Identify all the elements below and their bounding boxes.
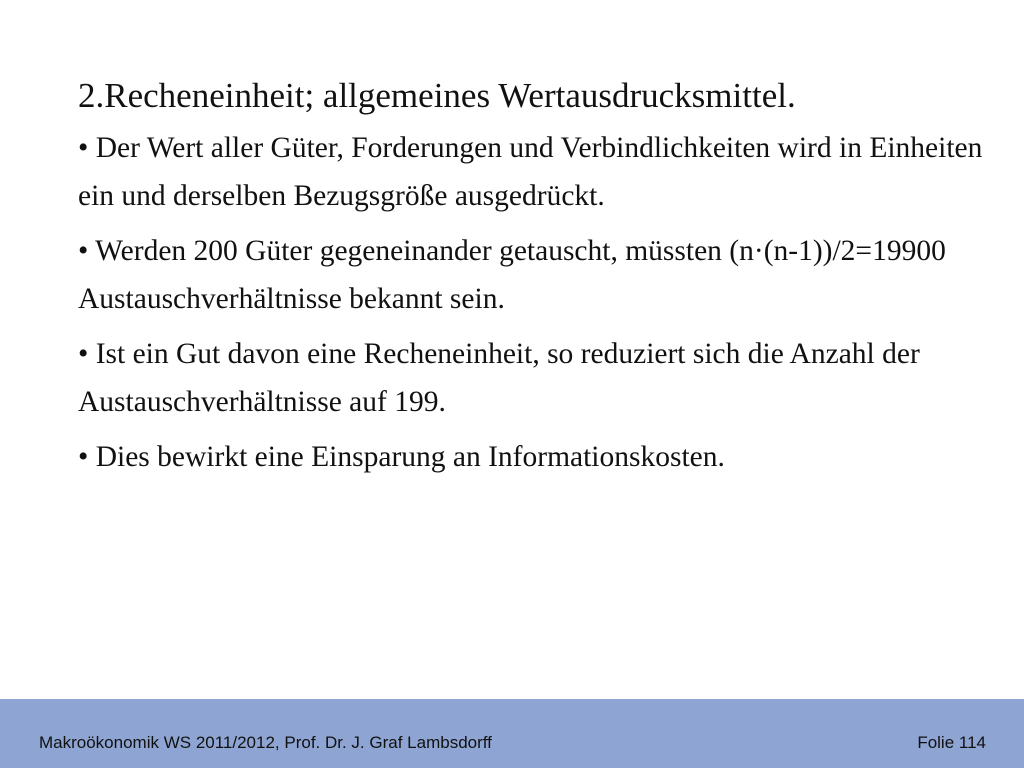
bullet-paragraph-3: • Ist ein Gut davon eine Recheneinheit, so reduziert sich die Anzahl der Austauschverhältnisse auf 199. bbox=[78, 338, 920, 418]
bullet-paragraph-2: • Werden 200 Güter gegeneinander getauscht, müssten (n·(n-1))/2=19900 Austauschverhältnisse bekannt sein. bbox=[78, 235, 946, 315]
slide-content bbox=[78, 72, 988, 488]
bullet-paragraph-1: • Der Wert aller Güter, Forderungen und Verbindlichkeiten wird in Einheiten ein und derselben Bezugsgröße ausgedrückt. bbox=[78, 132, 983, 212]
footer-slide-number: Folie 114 bbox=[917, 733, 986, 752]
bullet-paragraph-4: • Dies bewirkt eine Einsparung an Informationskosten. bbox=[78, 441, 725, 473]
slide-heading: 2.Recheneinheit; allgemeines Wertausdrucksmittel. bbox=[78, 76, 796, 115]
footer-bar bbox=[0, 699, 1024, 768]
footer-course-info: Makroökonomik WS 2011/2012, Prof. Dr. J. Graf Lambsdorff bbox=[39, 733, 492, 752]
